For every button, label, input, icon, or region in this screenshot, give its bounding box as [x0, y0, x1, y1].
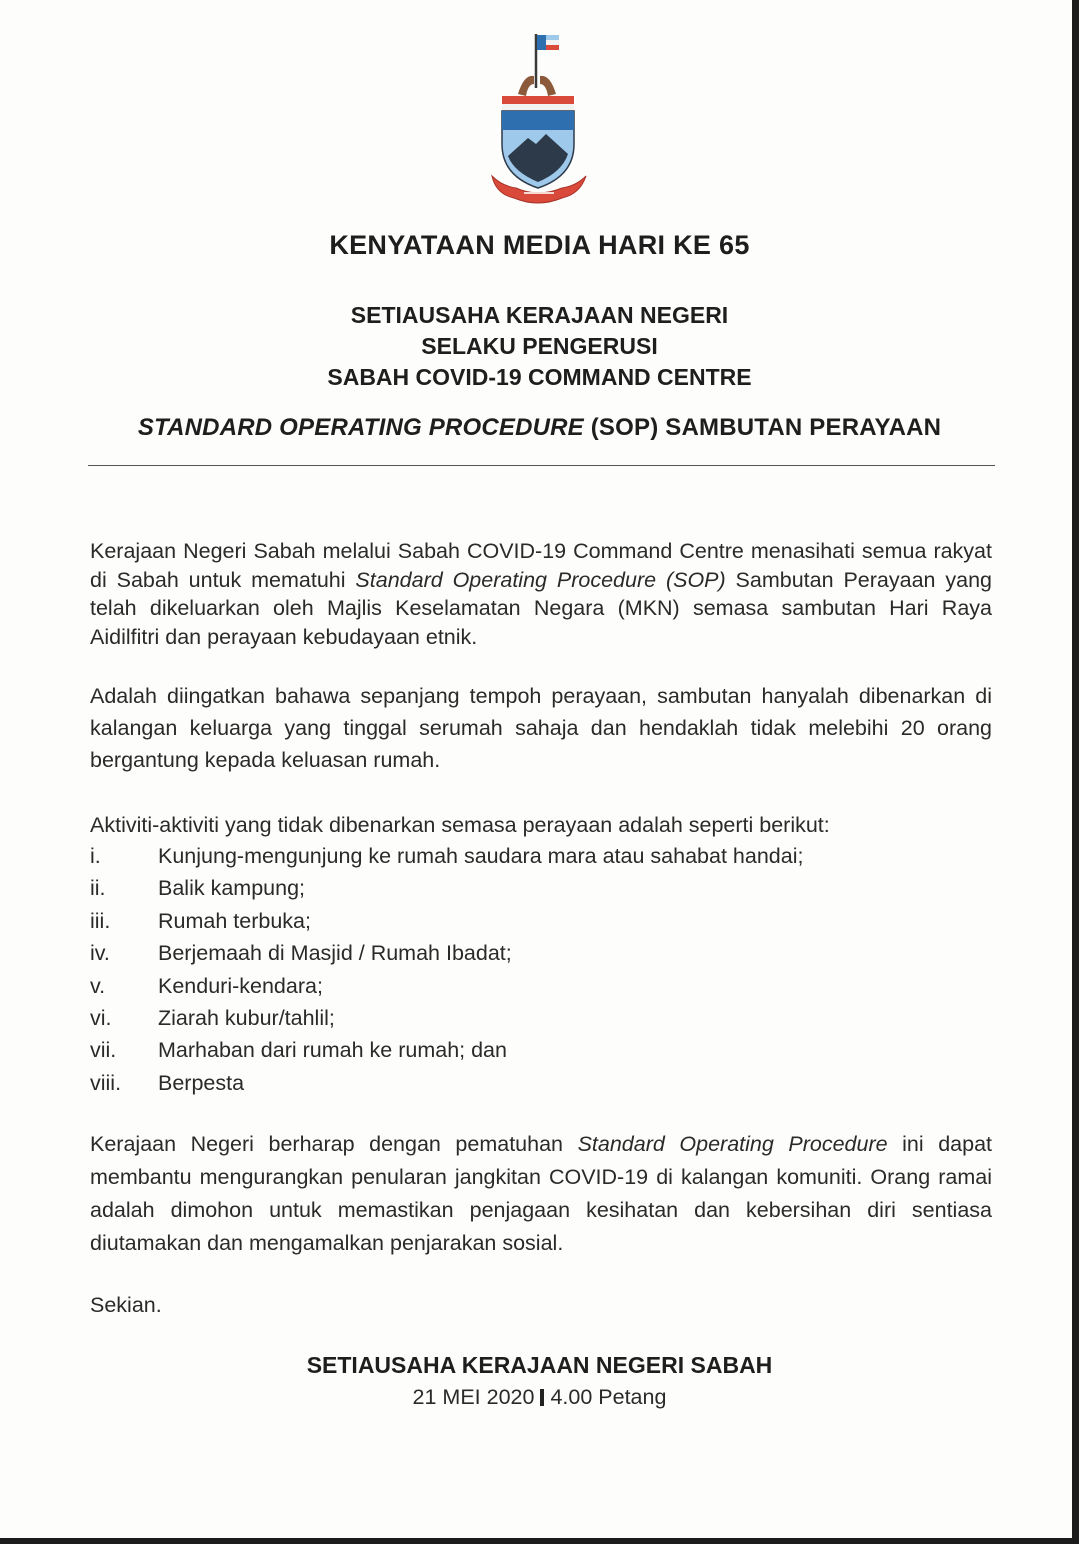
separator-bar [540, 1389, 544, 1406]
sabah-crest-icon [484, 26, 594, 216]
prohibited-activities-list [90, 840, 990, 1099]
paragraph-intro-text-2: Sambutan Perayaan yang telah dikeluarkan oleh Majlis Keselamatan Negara (MKN) semasa sambutan Hari Raya Aidilfitri dan perayaan kebudayaan etnik. [90, 567, 992, 649]
subtitle-line-2: SELAKU PENGERUSI [421, 333, 658, 359]
list-item [90, 872, 990, 904]
list-intro: Aktiviti-aktiviti yang tidak dibenarkan semasa perayaan adalah seperti berikut: [90, 813, 830, 837]
list-item-number: iii. [90, 908, 111, 933]
paragraph-closing [90, 1128, 992, 1260]
subtitle-line-1: SETIAUSAHA KERAJAAN NEGERI [350, 302, 729, 328]
time-text: 4.00 Petang [550, 1385, 667, 1409]
list-item-text: Marhaban dari rumah ke rumah; dan [158, 1038, 507, 1063]
list-item-number: vii. [90, 1038, 117, 1063]
date-time [0, 1385, 1079, 1410]
list-item [90, 937, 990, 969]
media-statement-title: KENYATAAN MEDIA HARI KE 65 [329, 230, 750, 260]
list-item [90, 905, 990, 937]
sop-heading [0, 414, 1079, 442]
signatory: SETIAUSAHA KERAJAAN NEGERI SABAH [306, 1352, 773, 1378]
list-item [90, 840, 990, 872]
list-item-number: ii. [90, 876, 106, 901]
list-item-text: Berpesta [158, 1070, 245, 1095]
list-item-text: Ziarah kubur/tahlil; [158, 1005, 335, 1030]
list-item [90, 1067, 990, 1099]
paragraph-closing-text-1: Kerajaan Negeri berharap dengan pematuhan [90, 1132, 578, 1156]
paragraph-reminder: Adalah diingatkan bahawa sepanjang tempoh perayaan, sambutan hanyalah dibenarkan di kalangan keluarga yang tinggal serumah sahaja dan hendaklah tidak melebihi 20 orang bergantung kepada keluasan rumah. [90, 684, 992, 772]
list-item-text: Balik kampung; [158, 876, 305, 901]
sop-heading-rest: (SOP) SAMBUTAN PERAYAAN [583, 414, 942, 441]
sop-heading-italic: STANDARD OPERATING PROCEDURE [137, 414, 584, 441]
list-item-number: iv. [90, 941, 110, 966]
list-item-text: Rumah terbuka; [158, 908, 311, 933]
sign-off: Sekian. [90, 1293, 162, 1317]
paragraph-closing-italic: Standard Operating Procedure [577, 1132, 888, 1156]
list-item [90, 1002, 990, 1034]
list-item-number: i. [90, 844, 101, 868]
list-item-text: Berjemaah di Masjid / Rumah Ibadat; [158, 941, 512, 966]
paragraph-closing-text-2: ini dapat membantu mengurangkan penularan jangkitan COVID-19 di kalangan komuniti. Orang ramai adalah dimohon untuk memastikan penjagaan kesihatan dan kebersihan diri sentiasa diutamakan dan mengamalkan penjarakan sosial. [90, 1132, 993, 1255]
paragraph-intro-italic: Standard Operating Procedure (SOP) [355, 567, 726, 592]
date-text: 21 MEI 2020 [412, 1385, 535, 1409]
list-item [90, 970, 990, 1002]
heading-divider [88, 465, 995, 466]
list-item-text: Kenduri-kendara; [158, 973, 323, 998]
list-item [90, 1034, 990, 1066]
list-item-number: v. [90, 973, 106, 998]
paragraph-intro [90, 537, 992, 651]
subtitle-line-3: SABAH COVID-19 COMMAND CENTRE [327, 364, 752, 390]
paragraph-intro-text-1: Kerajaan Negeri Sabah melalui Sabah COVID-19 Command Centre menasihati semua rakyat di Sabah untuk mematuhi [90, 539, 992, 592]
list-item-text: Kunjung-mengunjung ke rumah saudara mara atau sahabat handai; [158, 844, 804, 868]
list-item-number: viii. [90, 1070, 122, 1095]
list-item-number: vi. [90, 1005, 112, 1030]
